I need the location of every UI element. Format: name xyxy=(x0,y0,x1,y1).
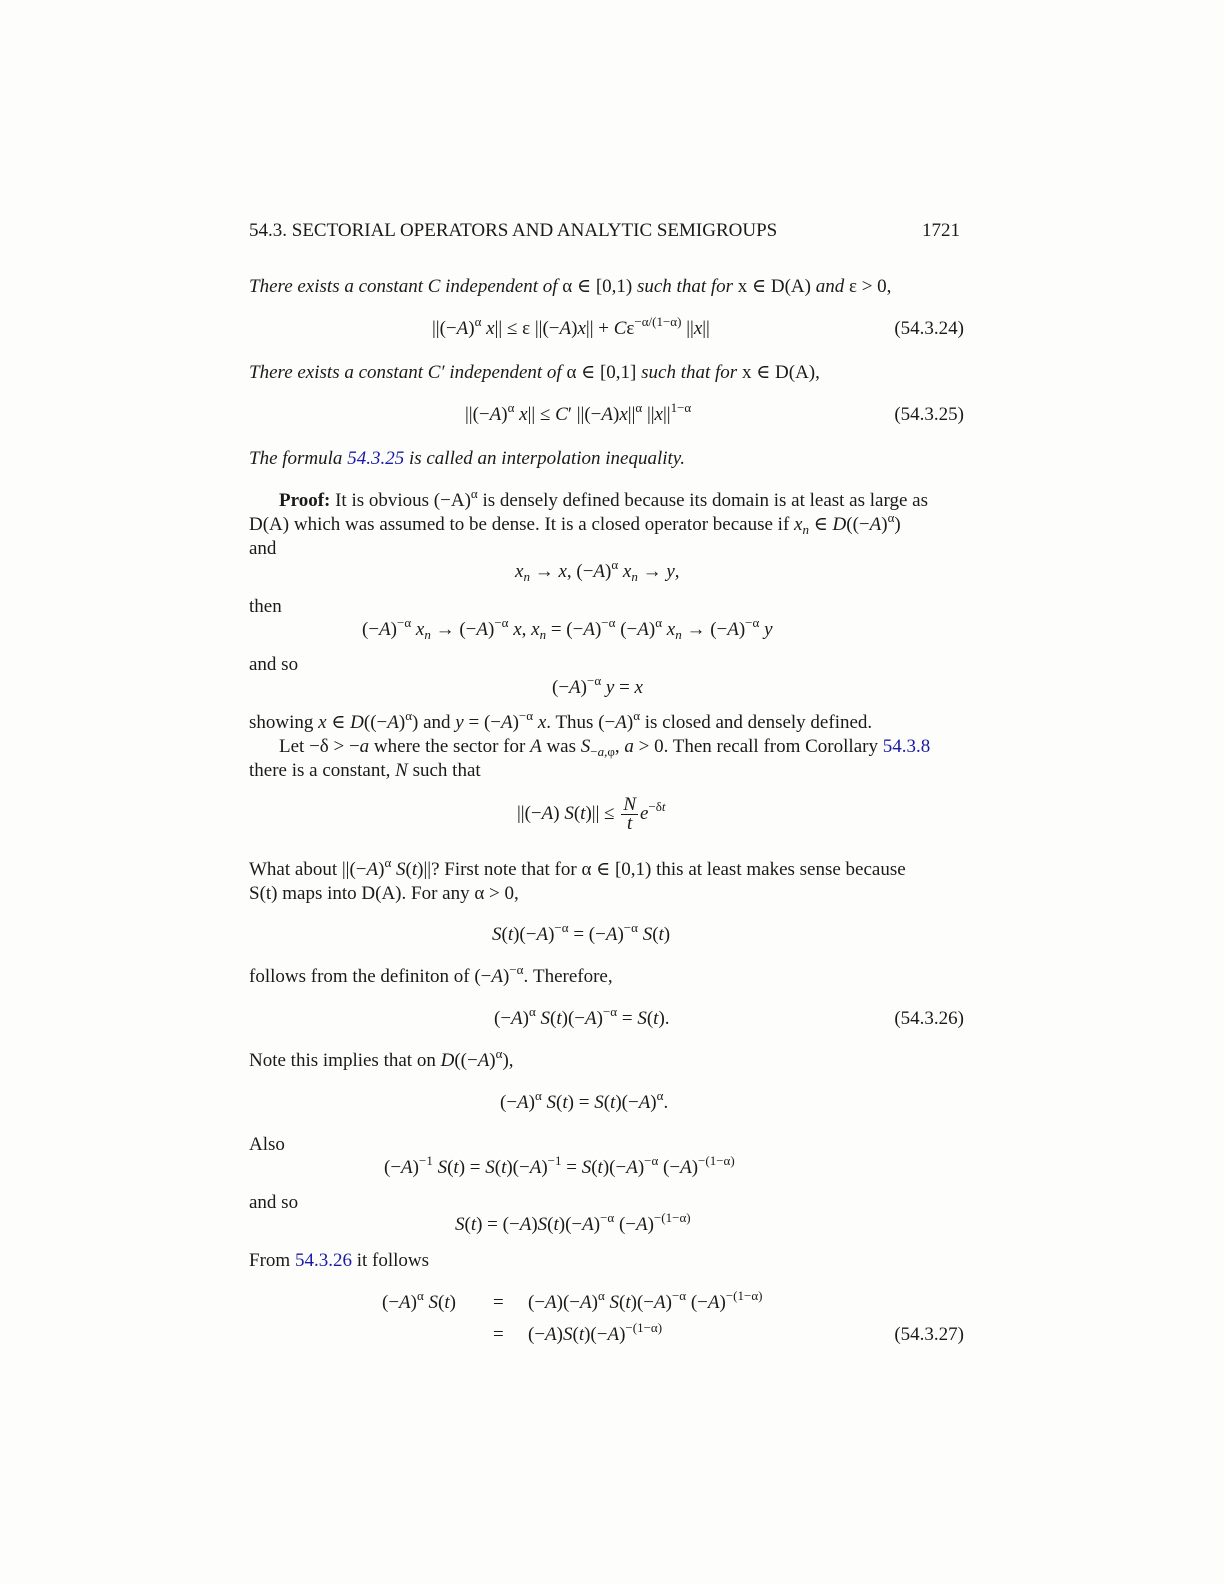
text-and-so-2: and so xyxy=(249,1192,299,1213)
let-line: Let −δ > −a where the sector for A was $S_{-a,\varphi}$, a > 0. Then recall from Corollary 54.3.8 xyxy=(279,736,931,759)
eq27-lhs: $(-A)^\alpha$ S(t) xyxy=(382,1288,456,1313)
follows-line: follows from the definiton of $(-A)^{-\alpha}$. Therefore, xyxy=(249,962,613,987)
equation-label-26: (54.3.26) xyxy=(894,1008,964,1029)
equation-label-27: (54.3.27) xyxy=(894,1324,964,1345)
and-so-2-eq: $S(t) = (-A)S(t)(-A)^{-\alpha}$ $(-A)^{-(1-\alpha)}$ xyxy=(455,1210,691,1235)
what-about-line: What about $||(-A)^\alpha$ S(t)||? First note that for α ∈ [0,1) this at least makes sense because xyxy=(249,855,906,880)
note-line: Note this implies that on $D((-A)^\alpha)$, xyxy=(249,1046,514,1071)
equation-label-25: (54.3.25) xyxy=(894,404,964,425)
equation-54-3-24: $||(-A)^\alpha$ x|| ≤ ε $||(-A)x|| + C\varepsilon^{-\alpha/(1-\alpha)}$ ||x|| xyxy=(432,314,710,339)
eq27-equals-2: = xyxy=(493,1324,504,1345)
ref-corollary-54-3-8[interactable]: 54.3.8 xyxy=(882,736,931,757)
running-header: 54.3. SECTORIAL OPERATORS AND ANALYTIC SEMIGROUPS xyxy=(249,220,778,241)
also-eq: $(-A)^{-1}$ $S(t) = S(t)(-A)^{-1} = S(t)(-A)^{-\alpha}$ $(-A)^{-(1-\alpha)}$ xyxy=(384,1153,735,1178)
interpolation-statement: The formula 54.3.25 is called an interpolation inequality. xyxy=(249,448,685,469)
eq27-equals-1: = xyxy=(493,1292,504,1313)
showing-line: showing x ∈ $D((-A)^\alpha)$ and $y = (-A)^{-\alpha}$ x. Thus $(-A)^\alpha$ is closed and densely defined. xyxy=(249,708,873,733)
claim-1: There exists a constant C independent of α ∈ [0,1) such that for x ∈ D(A) and ε > 0, xyxy=(249,276,892,297)
equation-label-24: (54.3.24) xyxy=(894,318,964,339)
text-then: then xyxy=(249,596,282,617)
ref-54-3-26[interactable]: 54.3.26 xyxy=(294,1250,352,1271)
then-eq: $(-A)^{-\alpha}$ $x_n \to (-A)^{-\alpha}$ x, $x_n = (-A)^{-\alpha}$ $(-A)^\alpha$ $x_n \to (-A)^{-\alpha}$ y xyxy=(362,615,773,642)
proof-line-1: Proof: It is obvious $(-A)^\alpha$ is densely defined because its domain is at least as large as xyxy=(279,486,928,511)
commute-eq: $S(t)(-A)^{-\alpha} = (-A)^{-\alpha}$ S(t) xyxy=(492,920,671,945)
page-number: 1721 xyxy=(922,220,960,241)
proof-line-3: and xyxy=(249,538,277,559)
eq27-rhs-1: $(-A)(-A)^\alpha$ $S(t)(-A)^{-\alpha}$ $(-A)^{-(1-\alpha)}$ xyxy=(528,1288,763,1313)
ref-54-3-25[interactable]: 54.3.25 xyxy=(347,448,405,469)
constant-line: there is a constant, N such that xyxy=(249,760,481,781)
maps-line: S(t) maps into D(A). For any α > 0, xyxy=(249,883,519,904)
convergence-eq: $x_n \to x$, $(-A)^\alpha$ $x_n \to y$, xyxy=(515,557,680,584)
eq27-rhs-2: $(-A)S(t)(-A)^{-(1-\alpha)}$ xyxy=(528,1320,663,1345)
proof-line-2: D(A) which was assumed to be dense. It is a closed operator because if $x_n$ ∈ $D((-A)^\alpha)$ xyxy=(249,510,901,537)
text-also: Also xyxy=(249,1134,285,1155)
equation-54-3-26: $(-A)^\alpha$ $S(t)(-A)^{-\alpha} = S(t)$. xyxy=(494,1004,670,1029)
and-so-eq: $(-A)^{-\alpha}$ y = x xyxy=(552,673,643,698)
from-line: From 54.3.26 it follows xyxy=(249,1250,429,1271)
text-and-so: and so xyxy=(249,654,299,675)
note-eq: $(-A)^\alpha$ $S(t) = S(t)(-A)^\alpha$. xyxy=(500,1088,669,1113)
bound-eq: ||(−A) S(t)|| ≤ $\frac{N}{t}$ $e^{-\delta t}$ xyxy=(517,794,666,834)
claim-2: There exists a constant C′ independent of α ∈ [0,1] such that for x ∈ D(A), xyxy=(249,362,820,383)
equation-54-3-25: $||(-A)^\alpha$ x|| ≤ C′ $||(-A)x||^\alpha$ $||x||^{1-\alpha}$ xyxy=(465,400,692,425)
